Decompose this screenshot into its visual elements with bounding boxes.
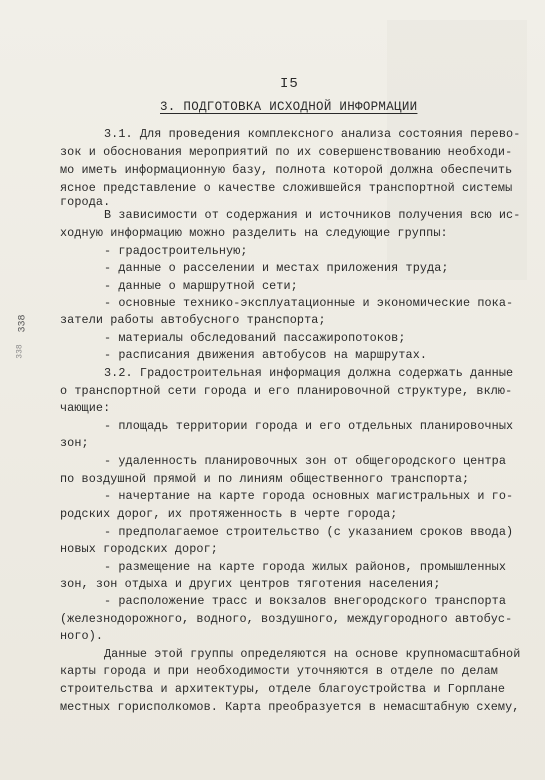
text-line: - расположение трасс и вокзалов внегородского транспорта [104,594,507,609]
text-line: ясное представление о качестве сложившейся транспортной системы [60,180,513,195]
text-line: - материалы обследований пассажиропотоков; [104,331,406,346]
text-line: - данные о расселении и местах приложения труда; [104,260,449,275]
margin-handwritten-number: 338 [17,314,29,333]
text-line: - предполагаемое строительство (с указанием сроков ввода) [104,524,514,539]
text-line: 3.1. Для проведения комплексного анализа состояния перево- [104,127,521,141]
text-line: - основные технико-эксплуатационные и экономические пока- [104,296,514,311]
text-line: зок и обоснования мероприятий по их совершенствованию необходи- [60,144,513,159]
text-line: - начертание на карте города основных магистральных и го- [104,488,514,503]
text-line: родских дорог, их протяженность в черте города; [60,506,398,521]
text-line: - градостроительную; [104,243,248,258]
margin-faint-number: 338 [15,344,25,359]
text-line: о транспортной сети города и его планировочной структуре, вклю- [60,384,513,399]
text-line: чающие: [60,401,111,416]
text-line: по воздушной прямой и по линиям общественного транспорта; [60,471,470,486]
text-line: зон, зон отдыха и других центров тяготения населения; [60,577,441,592]
text-line: - расписания движения автобусов на маршрутах. [104,348,428,363]
text-line: зон; [60,436,89,451]
text-line: местных горисполкомов. Карта преобразуется в немасштабную схему, [60,700,520,714]
text-line: - размещение на карте города жилых районов, промышленных [104,559,507,574]
page-number: I5 [280,76,299,92]
text-line: В зависимости от содержания и источников получения всю ис- [104,207,521,222]
text-line: карты города и при необходимости уточняются в отделе по делам [60,664,498,679]
text-line: - площадь территории города и его отдельных планировочных [104,419,514,434]
text-line: ного). [60,629,104,644]
text-line: Данные этой группы определяются на основе крупномасштабной [104,647,521,662]
text-line: (железнодорожного, водного, воздушного, междугородного автобус- [60,612,513,627]
text-line: ходную информацию можно разделить на следующие группы: [60,225,448,240]
text-line: - данные о маршрутной сети; [104,278,298,293]
text-line: мо иметь информационную базу, полнота которой должна обеспечить [60,162,513,177]
text-line: затели работы автобусного транспорта; [60,313,326,328]
text-line: новых городских дорог; [60,541,218,556]
text-line: - удаленность планировочных зон от общегородского центра [104,453,507,468]
text-line: города. [60,195,111,210]
section-heading: 3. ПОДГОТОВКА ИСХОДНОЙ ИНФОРМАЦИИ [160,100,418,114]
text-line: строительства и архитектуры, отделе благоустройства и Горплане [60,682,506,697]
text-line: 3.2. Градостроительная информация должна содержать данные [104,366,514,381]
